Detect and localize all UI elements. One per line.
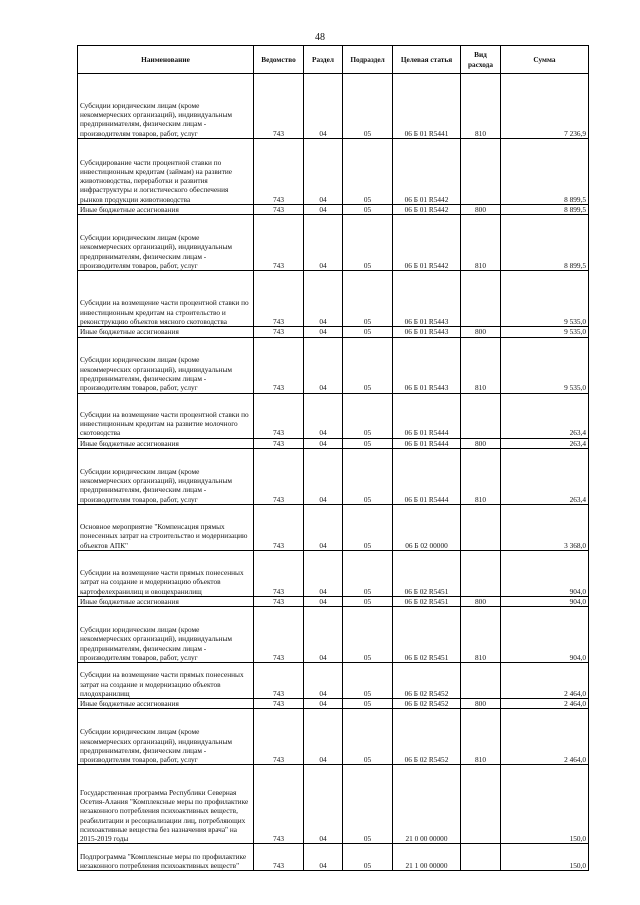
row-ministry: 743 — [254, 448, 304, 504]
row-name: Иные бюджетные ассигнования — [78, 205, 254, 215]
row-section: 04 — [304, 550, 343, 596]
table-row — [78, 74, 589, 139]
row-name: Субсидии юридическим лицам (кроме некоммерческих организаций), индивидуальным предпринимателям, физическим лицам - производителям товаров, работ, услуг — [78, 709, 254, 765]
row-section: 04 — [304, 271, 343, 327]
row-ministry: 743 — [254, 438, 304, 448]
row-amount: 8 899,5 — [501, 215, 589, 271]
table-row — [78, 596, 589, 606]
row-name: Субсидии юридическим лицам (кроме некоммерческих организаций), индивидуальным предпринимателям, физическим лицам - производителям товаров, работ, услуг — [78, 337, 254, 393]
row-name: Субсидии юридическим лицам (кроме некоммерческих организаций), индивидуальным предпринимателям, физическим лицам - производителям товаров, работ, услуг — [78, 215, 254, 271]
row-name: Иные бюджетные ассигнования — [78, 327, 254, 337]
row-expense-type — [461, 550, 501, 596]
row-name: Субсидии на возмещение части процентной ставки по инвестиционным кредитам на развитие молочного скотоводства — [78, 393, 254, 438]
row-expense-type: 810 — [461, 607, 501, 663]
table-row — [78, 393, 589, 438]
budget-table — [77, 45, 589, 871]
row-name: Основное мероприятие "Компенсация прямых понесенных затрат на строительство и модернизацию объектов АПК" — [78, 504, 254, 550]
row-target: 06 Б 02 R5452 — [393, 709, 461, 765]
row-expense-type: 800 — [461, 327, 501, 337]
row-section: 04 — [304, 709, 343, 765]
row-expense-type: 810 — [461, 709, 501, 765]
header-section: Раздел — [304, 46, 343, 74]
row-expense-type — [461, 271, 501, 327]
row-target: 06 Б 01 R5444 — [393, 438, 461, 448]
table-row — [78, 844, 589, 871]
row-section: 04 — [304, 699, 343, 709]
table-row — [78, 205, 589, 215]
row-expense-type: 810 — [461, 448, 501, 504]
row-expense-type: 800 — [461, 438, 501, 448]
table-row — [78, 438, 589, 448]
row-section: 04 — [304, 74, 343, 139]
row-section: 04 — [304, 607, 343, 663]
row-name: Субсидии на возмещение части прямых понесенных затрат на создание и модернизацию объектов плодохранилищ — [78, 663, 254, 699]
row-section: 04 — [304, 596, 343, 606]
row-expense-type: 810 — [461, 74, 501, 139]
table-row — [78, 550, 589, 596]
row-amount: 8 899,5 — [501, 139, 589, 205]
row-target: 06 Б 02 R5452 — [393, 663, 461, 699]
row-target: 21 0 00 00000 — [393, 765, 461, 844]
row-name: Субсидирование части процентной ставки по инвестиционным кредитам (займам) на развитие животноводства, переработки и развития инфраструктуры и логистического обеспечения рынков продукции животноводства — [78, 139, 254, 205]
row-ministry: 743 — [254, 504, 304, 550]
row-expense-type — [461, 663, 501, 699]
row-ministry: 743 — [254, 607, 304, 663]
table-row — [78, 327, 589, 337]
row-section: 04 — [304, 215, 343, 271]
header-target: Целевая статья — [393, 46, 461, 74]
row-ministry: 743 — [254, 844, 304, 871]
table-row — [78, 699, 589, 709]
row-ministry: 743 — [254, 765, 304, 844]
row-amount: 2 464,0 — [501, 699, 589, 709]
row-ministry: 743 — [254, 327, 304, 337]
row-expense-type: 810 — [461, 215, 501, 271]
row-subsection: 05 — [343, 205, 393, 215]
row-amount: 9 535,0 — [501, 327, 589, 337]
row-section: 04 — [304, 844, 343, 871]
row-expense-type — [461, 504, 501, 550]
row-target: 06 Б 01 R5441 — [393, 74, 461, 139]
table-row — [78, 215, 589, 271]
header-expense-type: Вид расхода — [461, 46, 501, 74]
row-section: 04 — [304, 139, 343, 205]
row-section: 04 — [304, 438, 343, 448]
row-amount: 150,0 — [501, 765, 589, 844]
row-amount: 904,0 — [501, 596, 589, 606]
row-subsection: 05 — [343, 765, 393, 844]
row-target: 06 Б 02 R5451 — [393, 550, 461, 596]
header-name: Наименование — [78, 46, 254, 74]
row-target: 06 Б 01 R5444 — [393, 393, 461, 438]
row-amount: 904,0 — [501, 550, 589, 596]
row-section: 04 — [304, 448, 343, 504]
row-amount: 7 236,9 — [501, 74, 589, 139]
row-target: 06 Б 01 R5444 — [393, 448, 461, 504]
header-ministry: Ведомство — [254, 46, 304, 74]
row-expense-type: 800 — [461, 699, 501, 709]
row-expense-type — [461, 139, 501, 205]
row-amount: 9 535,0 — [501, 271, 589, 327]
row-section: 04 — [304, 205, 343, 215]
row-name: Субсидии юридическим лицам (кроме некоммерческих организаций), индивидуальным предпринимателям, физическим лицам - производителям товаров, работ, услуг — [78, 448, 254, 504]
row-subsection: 05 — [343, 550, 393, 596]
row-name: Иные бюджетные ассигнования — [78, 596, 254, 606]
row-subsection: 05 — [343, 844, 393, 871]
row-amount: 263,4 — [501, 438, 589, 448]
row-subsection: 05 — [343, 327, 393, 337]
row-target: 06 Б 01 R5442 — [393, 205, 461, 215]
row-expense-type: 800 — [461, 596, 501, 606]
row-amount: 8 899,5 — [501, 205, 589, 215]
row-subsection: 05 — [343, 337, 393, 393]
row-target: 06 Б 02 R5451 — [393, 596, 461, 606]
row-target: 06 Б 01 R5442 — [393, 139, 461, 205]
row-subsection: 05 — [343, 74, 393, 139]
row-subsection: 05 — [343, 448, 393, 504]
row-subsection: 05 — [343, 607, 393, 663]
row-ministry: 743 — [254, 337, 304, 393]
row-ministry: 743 — [254, 139, 304, 205]
row-target: 06 Б 02 R5451 — [393, 607, 461, 663]
row-subsection: 05 — [343, 438, 393, 448]
table-row — [78, 504, 589, 550]
row-name: Иные бюджетные ассигнования — [78, 699, 254, 709]
row-ministry: 743 — [254, 596, 304, 606]
row-expense-type — [461, 844, 501, 871]
row-ministry: 743 — [254, 663, 304, 699]
header-subsection: Подраздел — [343, 46, 393, 74]
row-name: Субсидии на возмещение части процентной ставки по инвестиционным кредитам на строительство и реконструкцию объектов мясного скотоводства — [78, 271, 254, 327]
row-ministry: 743 — [254, 550, 304, 596]
row-expense-type: 800 — [461, 205, 501, 215]
row-expense-type: 810 — [461, 337, 501, 393]
row-target: 06 Б 01 R5442 — [393, 215, 461, 271]
row-amount: 904,0 — [501, 607, 589, 663]
row-amount: 150,0 — [501, 844, 589, 871]
row-name: Субсидии юридическим лицам (кроме некоммерческих организаций), индивидуальным предпринимателям, физическим лицам - производителям товаров, работ, услуг — [78, 607, 254, 663]
table-row — [78, 448, 589, 504]
row-subsection: 05 — [343, 596, 393, 606]
row-section: 04 — [304, 663, 343, 699]
row-subsection: 05 — [343, 215, 393, 271]
header-amount: Сумма — [501, 46, 589, 74]
row-subsection: 05 — [343, 709, 393, 765]
row-amount: 3 368,0 — [501, 504, 589, 550]
row-name: Подпрограмма "Комплексные меры по профилактике незаконного потребления психоактивных веществ" — [78, 844, 254, 871]
row-subsection: 05 — [343, 699, 393, 709]
row-ministry: 743 — [254, 74, 304, 139]
table-row — [78, 607, 589, 663]
row-subsection: 05 — [343, 393, 393, 438]
row-ministry: 743 — [254, 709, 304, 765]
table-row — [78, 663, 589, 699]
row-amount: 2 464,0 — [501, 663, 589, 699]
row-name: Субсидии юридическим лицам (кроме некоммерческих организаций), индивидуальным предпринимателям, физическим лицам - производителям товаров, работ, услуг — [78, 74, 254, 139]
table-row — [78, 271, 589, 327]
row-amount: 2 464,0 — [501, 709, 589, 765]
row-section: 04 — [304, 393, 343, 438]
row-name: Иные бюджетные ассигнования — [78, 438, 254, 448]
table-row — [78, 709, 589, 765]
row-target: 21 1 00 00000 — [393, 844, 461, 871]
row-section: 04 — [304, 765, 343, 844]
row-ministry: 743 — [254, 205, 304, 215]
row-target: 06 Б 02 R5452 — [393, 699, 461, 709]
row-amount: 9 535,0 — [501, 337, 589, 393]
row-subsection: 05 — [343, 271, 393, 327]
row-section: 04 — [304, 504, 343, 550]
row-subsection: 05 — [343, 504, 393, 550]
page-number: 48 — [315, 32, 325, 43]
row-subsection: 05 — [343, 139, 393, 205]
row-ministry: 743 — [254, 215, 304, 271]
row-ministry: 743 — [254, 699, 304, 709]
row-name: Субсидии на возмещение части прямых понесенных затрат на создание и модернизацию объектов картофелехранилищ и овощехранилищ — [78, 550, 254, 596]
row-target: 06 Б 01 R5443 — [393, 337, 461, 393]
row-name: Государственная программа Республики Северная Осетия-Алания "Комплексные меры по профилактике незаконного потребления психоактивных веществ, реабилитации и ресоциализации лиц, потребляющих психоактивные вещества без назначения врача" на 2015-2019 годы — [78, 765, 254, 844]
row-section: 04 — [304, 337, 343, 393]
row-section: 04 — [304, 327, 343, 337]
table-row — [78, 337, 589, 393]
row-amount: 263,4 — [501, 393, 589, 438]
row-subsection: 05 — [343, 663, 393, 699]
row-target: 06 Б 02 00000 — [393, 504, 461, 550]
row-ministry: 743 — [254, 393, 304, 438]
table-header-row — [78, 46, 589, 74]
row-amount: 263,4 — [501, 448, 589, 504]
row-ministry: 743 — [254, 271, 304, 327]
table-row — [78, 765, 589, 844]
row-target: 06 Б 01 R5443 — [393, 271, 461, 327]
table-row — [78, 139, 589, 205]
row-expense-type — [461, 765, 501, 844]
row-target: 06 Б 01 R5443 — [393, 327, 461, 337]
row-expense-type — [461, 393, 501, 438]
